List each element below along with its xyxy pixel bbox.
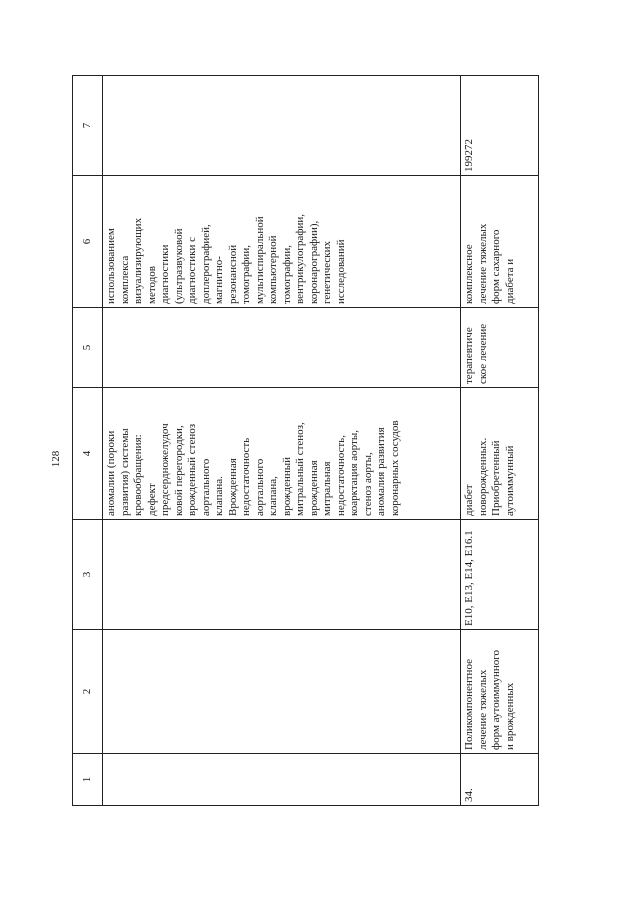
header-row: [73, 76, 103, 806]
cell-treatment-type: терапевтиче ское лечение: [461, 308, 539, 388]
header-col-4: 4: [73, 388, 103, 520]
cell-treatment-name: [103, 630, 461, 754]
cell-treatment-name: Поликомпонентное лечение тяжелых форм аутоиммунного и врожденных: [461, 630, 539, 754]
header-col-7: 7: [73, 76, 103, 176]
header-col-5: 5: [73, 308, 103, 388]
cell-patient-model: диабет новорожденных. Приобретенный аутоиммунный: [461, 388, 539, 520]
table-row: [103, 76, 461, 806]
cell-treatment-type: [103, 308, 461, 388]
cell-icd-codes: E10, E13, E14, E16.1: [461, 520, 539, 630]
header-col-1: 1: [73, 754, 103, 806]
header-col-3: 3: [73, 520, 103, 630]
cell-number: [103, 754, 461, 806]
cell-treatment-method: комплексное лечение тяжелых форм сахарного диабета и: [461, 176, 539, 308]
medical-services-table: [72, 75, 539, 806]
rotated-table-container: [72, 76, 538, 806]
method-text: использованием комплекса визуализирующих методов диагностики (ультразвуковой диагностики с доплерографией, магнитно- резонансной томографии, мультиспиральной компьютерной томографии, вентрикулографии, коронарографии), генетических исследований: [105, 214, 347, 304]
page-number: 128: [50, 450, 62, 468]
diagnosis-text: аномалии (пороки развития) системы кровообращения: дефект предсердножелудоч ковой перегородки, врожденный стеноз аортального клапана. Врожденная недостаточность аортального клапана, врожденный митральный стеноз, врожденная митральная недостаточность, коарктация аорты, стеноз аорты, аномалия развития коронарных сосудов: [105, 420, 401, 516]
cell-patient-model: [103, 388, 461, 520]
header-col-2: 2: [73, 630, 103, 754]
header-col-6: 6: [73, 176, 103, 308]
cell-treatment-method: [103, 176, 461, 308]
cell-icd-codes: [103, 520, 461, 630]
cell-cost: [103, 76, 461, 176]
cell-number: 34.: [461, 754, 539, 806]
cell-cost: 199272: [461, 76, 539, 176]
table-row: [461, 76, 539, 806]
